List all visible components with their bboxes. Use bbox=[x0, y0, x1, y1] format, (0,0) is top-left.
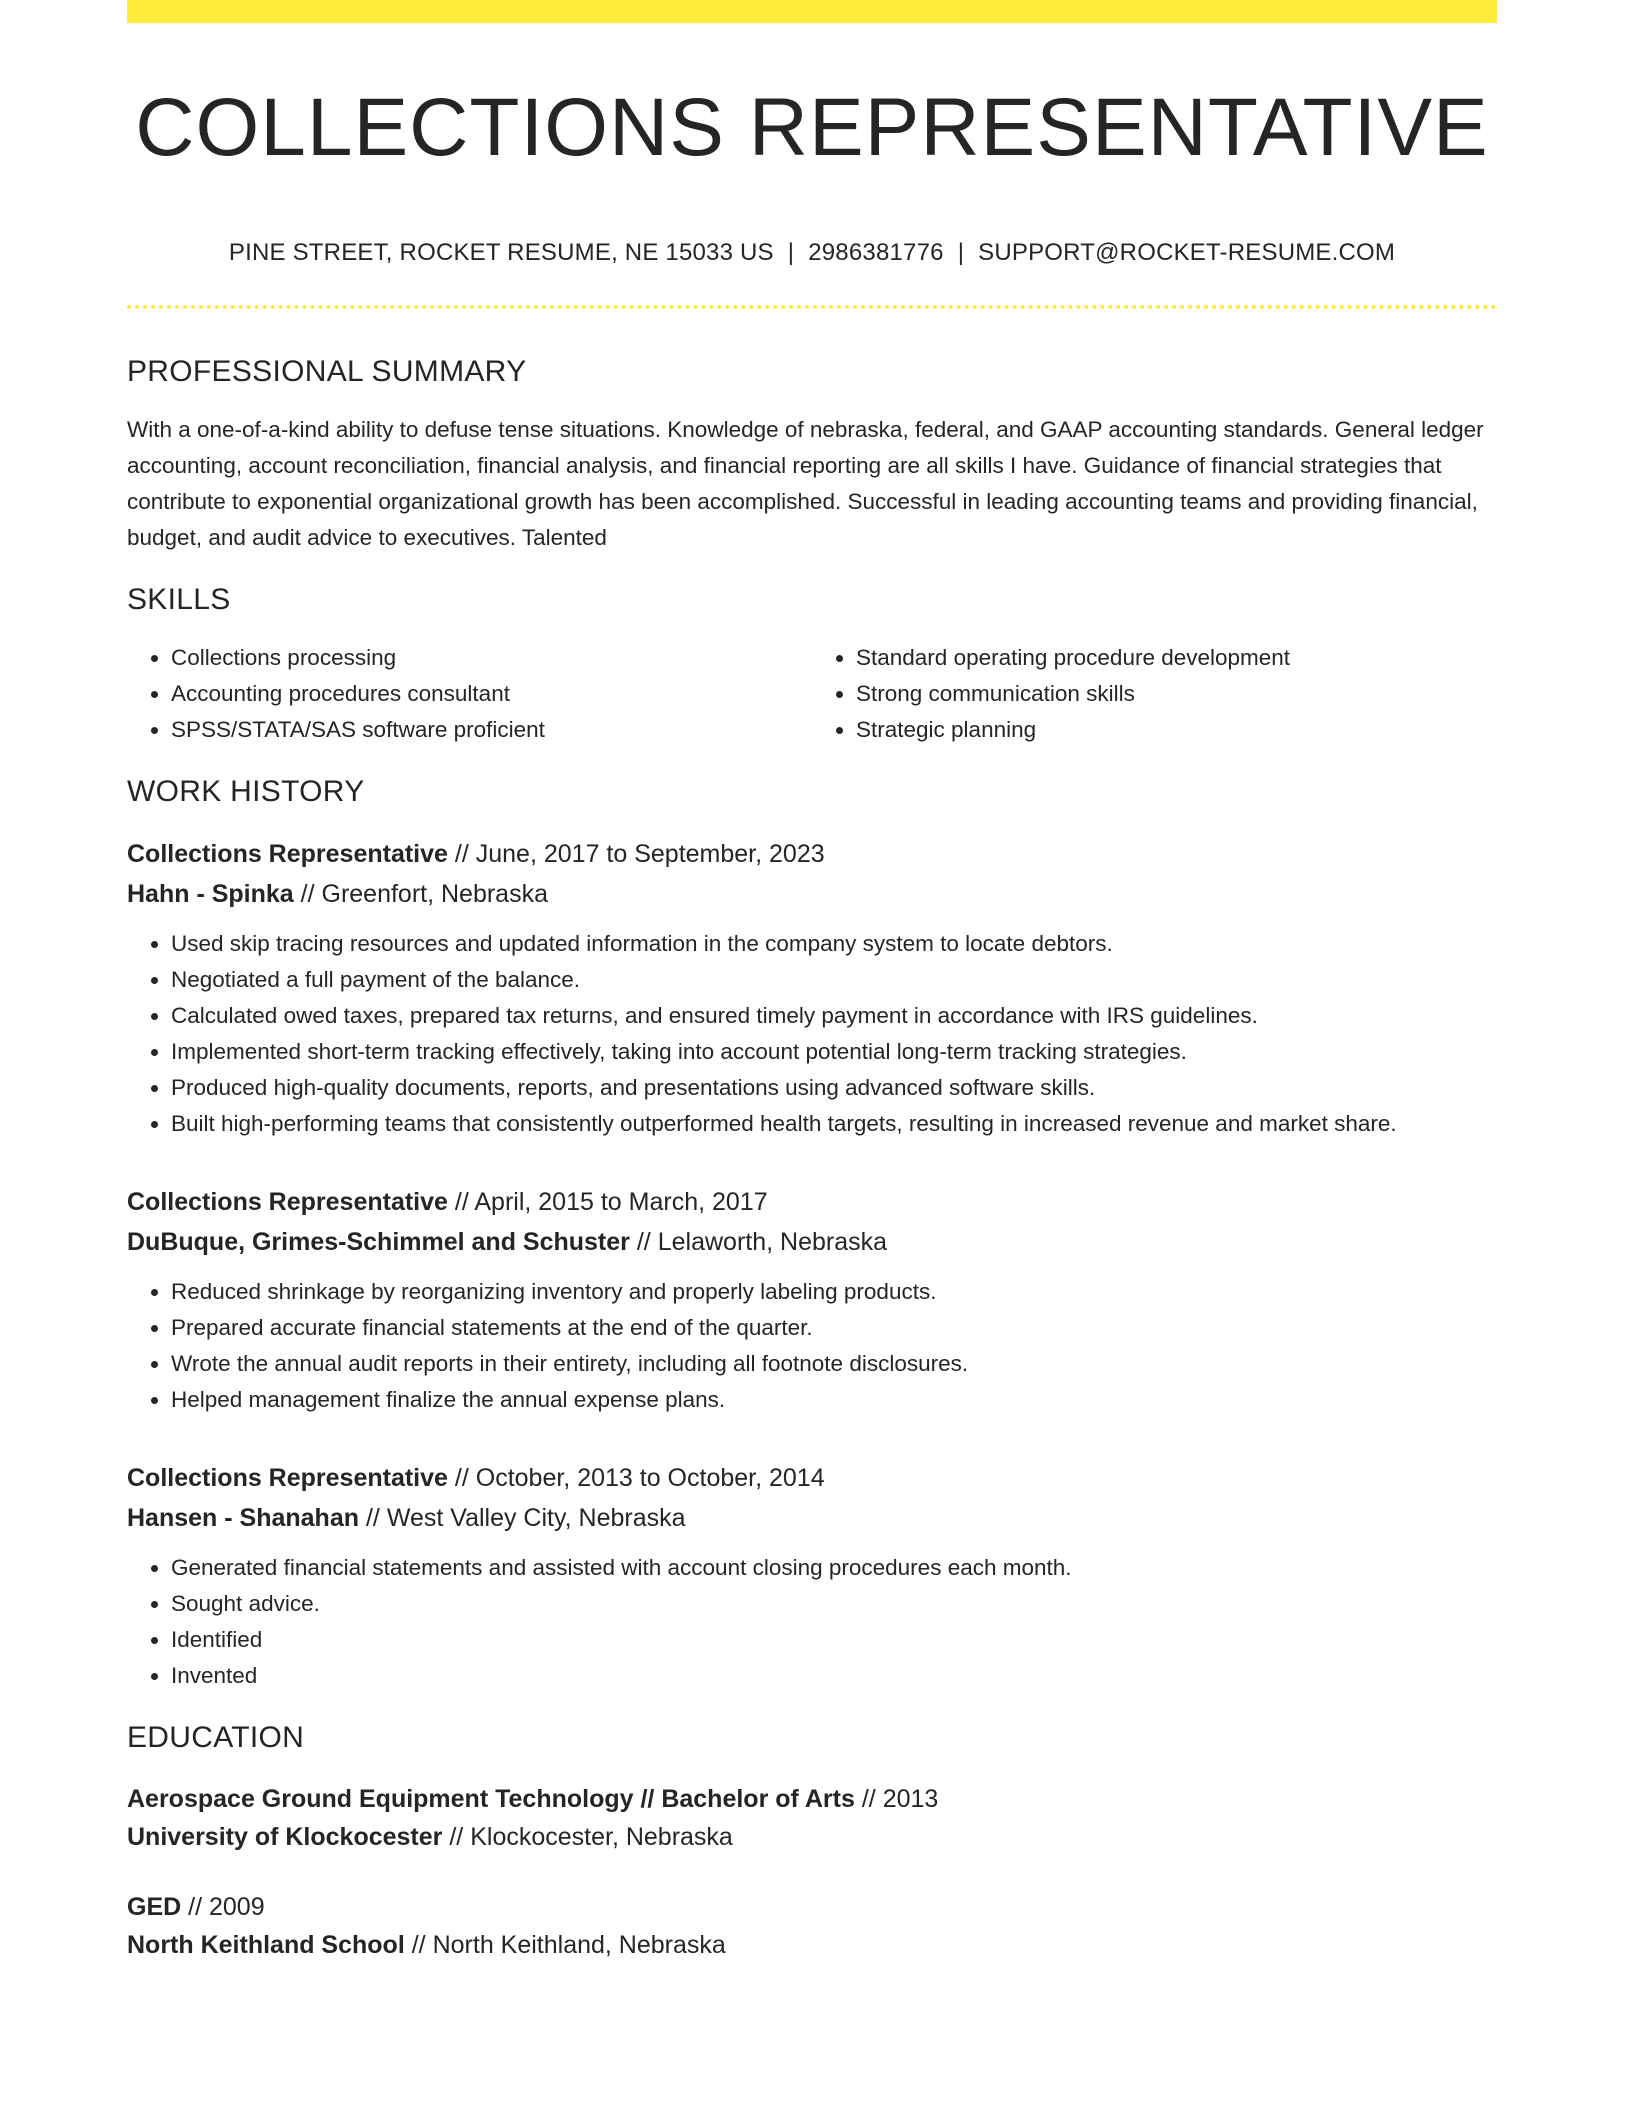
job-bullets bbox=[127, 926, 1497, 1142]
contact-line bbox=[127, 236, 1497, 270]
education-location: North Keithland, Nebraska bbox=[432, 1931, 726, 1959]
job-company: Hahn - Spinka bbox=[127, 880, 294, 908]
job-bullet: • Used skip tracing resources and updated information in the company system to locate debtors. bbox=[171, 926, 1497, 962]
contact-separator: | bbox=[957, 239, 965, 266]
contact-address: PINE STREET, ROCKET RESUME, NE 15033 US bbox=[228, 239, 774, 266]
education-section bbox=[127, 1716, 1497, 1964]
contact-separator: | bbox=[787, 239, 795, 266]
education-school-line bbox=[127, 1818, 1497, 1856]
job-company: DuBuque, Grimes-Schimmel and Schuster bbox=[127, 1228, 630, 1256]
education-degree-line bbox=[127, 1888, 1497, 1926]
job-company-line bbox=[127, 1222, 1497, 1262]
job-company-line bbox=[127, 874, 1497, 914]
job-bullets bbox=[127, 1550, 1497, 1694]
job-bullet: • Invented bbox=[171, 1658, 1497, 1694]
resume-body bbox=[127, 350, 1497, 1964]
job-role-line bbox=[127, 1458, 1497, 1498]
job-bullet: • Generated financial statements and assisted with account closing procedures each month. bbox=[171, 1550, 1497, 1586]
skill-item: • Accounting procedures consultant bbox=[171, 676, 812, 712]
job-bullet: • Sought advice. bbox=[171, 1586, 1497, 1622]
skills-title: SKILLS bbox=[127, 583, 231, 616]
skills-list-right bbox=[812, 640, 1497, 748]
job-role-line bbox=[127, 1182, 1497, 1222]
separator: // bbox=[454, 840, 469, 868]
education-school: University of Klockocester bbox=[127, 1823, 443, 1851]
work-history-section bbox=[127, 770, 1497, 1694]
skill-item: • Strong communication skills bbox=[856, 676, 1497, 712]
job-bullet: • Negotiated a full payment of the balance. bbox=[171, 962, 1497, 998]
job-location: West Valley City, Nebraska bbox=[386, 1504, 686, 1532]
summary-section bbox=[127, 350, 1497, 556]
job-dates: June, 2017 to September, 2023 bbox=[475, 840, 825, 868]
education-entry bbox=[127, 1888, 1497, 1964]
job-entry bbox=[127, 834, 1497, 1142]
job-company-line bbox=[127, 1498, 1497, 1538]
job-bullet: • Prepared accurate financial statements at the end of the quarter. bbox=[171, 1310, 1497, 1346]
job-role: Collections Representative bbox=[127, 1188, 448, 1216]
skills-columns bbox=[127, 640, 1497, 748]
separator: // bbox=[636, 1228, 651, 1256]
separator: // bbox=[365, 1504, 380, 1532]
contact-email: SUPPORT@ROCKET-RESUME.COM bbox=[978, 239, 1396, 266]
separator: // bbox=[300, 880, 315, 908]
job-role: Collections Representative bbox=[127, 840, 448, 868]
work-history-title: WORK HISTORY bbox=[127, 775, 365, 808]
separator: // bbox=[861, 1785, 876, 1813]
education-year: 2009 bbox=[209, 1893, 265, 1921]
job-bullet: • Helped management finalize the annual expense plans. bbox=[171, 1382, 1497, 1418]
job-role-line bbox=[127, 834, 1497, 874]
summary-title: PROFESSIONAL SUMMARY bbox=[127, 355, 527, 388]
job-bullet: • Built high-performing teams that consistently outperformed health targets, resulting in increased revenue and market share. bbox=[171, 1106, 1497, 1142]
job-role: Collections Representative bbox=[127, 1464, 448, 1492]
skill-item: • Collections processing bbox=[171, 640, 812, 676]
skill-item: • SPSS/STATA/SAS software proficient bbox=[171, 712, 812, 748]
job-bullet: • Wrote the annual audit reports in their entirety, including all footnote disclosures. bbox=[171, 1346, 1497, 1382]
job-bullet: • Identified bbox=[171, 1622, 1497, 1658]
resume-title: COLLECTIONS REPRESENTATIVE bbox=[135, 82, 1489, 173]
education-entry bbox=[127, 1780, 1497, 1856]
job-location: Lelaworth, Nebraska bbox=[657, 1228, 888, 1256]
job-bullets bbox=[127, 1274, 1497, 1418]
skill-item: • Strategic planning bbox=[856, 712, 1497, 748]
separator: // bbox=[411, 1931, 426, 1959]
job-bullet: • Calculated owed taxes, prepared tax returns, and ensured timely payment in accordance with IRS guidelines. bbox=[171, 998, 1497, 1034]
education-year: 2013 bbox=[882, 1785, 939, 1813]
education-school: North Keithland School bbox=[127, 1931, 405, 1959]
job-company: Hansen - Shanahan bbox=[127, 1504, 359, 1532]
skills-section bbox=[127, 578, 1497, 748]
education-degree: GED bbox=[127, 1893, 182, 1921]
separator: // bbox=[454, 1188, 469, 1216]
dotted-divider bbox=[127, 305, 1497, 309]
job-entry bbox=[127, 1458, 1497, 1694]
job-dates: April, 2015 to March, 2017 bbox=[474, 1188, 768, 1216]
education-title: EDUCATION bbox=[127, 1721, 305, 1754]
job-entry bbox=[127, 1182, 1497, 1418]
job-bullet: • Implemented short-term tracking effectively, taking into account potential long-term tracking strategies. bbox=[171, 1034, 1497, 1070]
separator: // bbox=[454, 1464, 469, 1492]
separator: // bbox=[188, 1893, 203, 1921]
job-location: Greenfort, Nebraska bbox=[321, 880, 548, 908]
job-dates: October, 2013 to October, 2014 bbox=[475, 1464, 825, 1492]
education-school-line bbox=[127, 1926, 1497, 1964]
job-bullet: • Reduced shrinkage by reorganizing inventory and properly labeling products. bbox=[171, 1274, 1497, 1310]
education-degree: Aerospace Ground Equipment Technology // Bachelor of Arts bbox=[127, 1785, 855, 1813]
skill-item: • Standard operating procedure development bbox=[856, 640, 1497, 676]
job-bullet: • Produced high-quality documents, reports, and presentations using advanced software skills. bbox=[171, 1070, 1497, 1106]
education-degree-line bbox=[127, 1780, 1497, 1818]
contact-phone: 2986381776 bbox=[808, 239, 944, 266]
education-location: Klockocester, Nebraska bbox=[470, 1823, 733, 1851]
separator: // bbox=[449, 1823, 464, 1851]
accent-top-bar bbox=[127, 0, 1497, 23]
skills-list-left bbox=[127, 640, 812, 748]
summary-text: With a one-of-a-kind ability to defuse tense situations. Knowledge of nebraska, federal, and GAAP accounting standards. General ledger accounting, account reconciliation, financial analysis, and financial reporting are all skills I have. Guidance of financial strategies that contribute to exponential organizational growth has been accomplished. Successful in leading accounting teams and providing financial, budget, and audit advice to executives. Talented bbox=[127, 417, 1484, 550]
